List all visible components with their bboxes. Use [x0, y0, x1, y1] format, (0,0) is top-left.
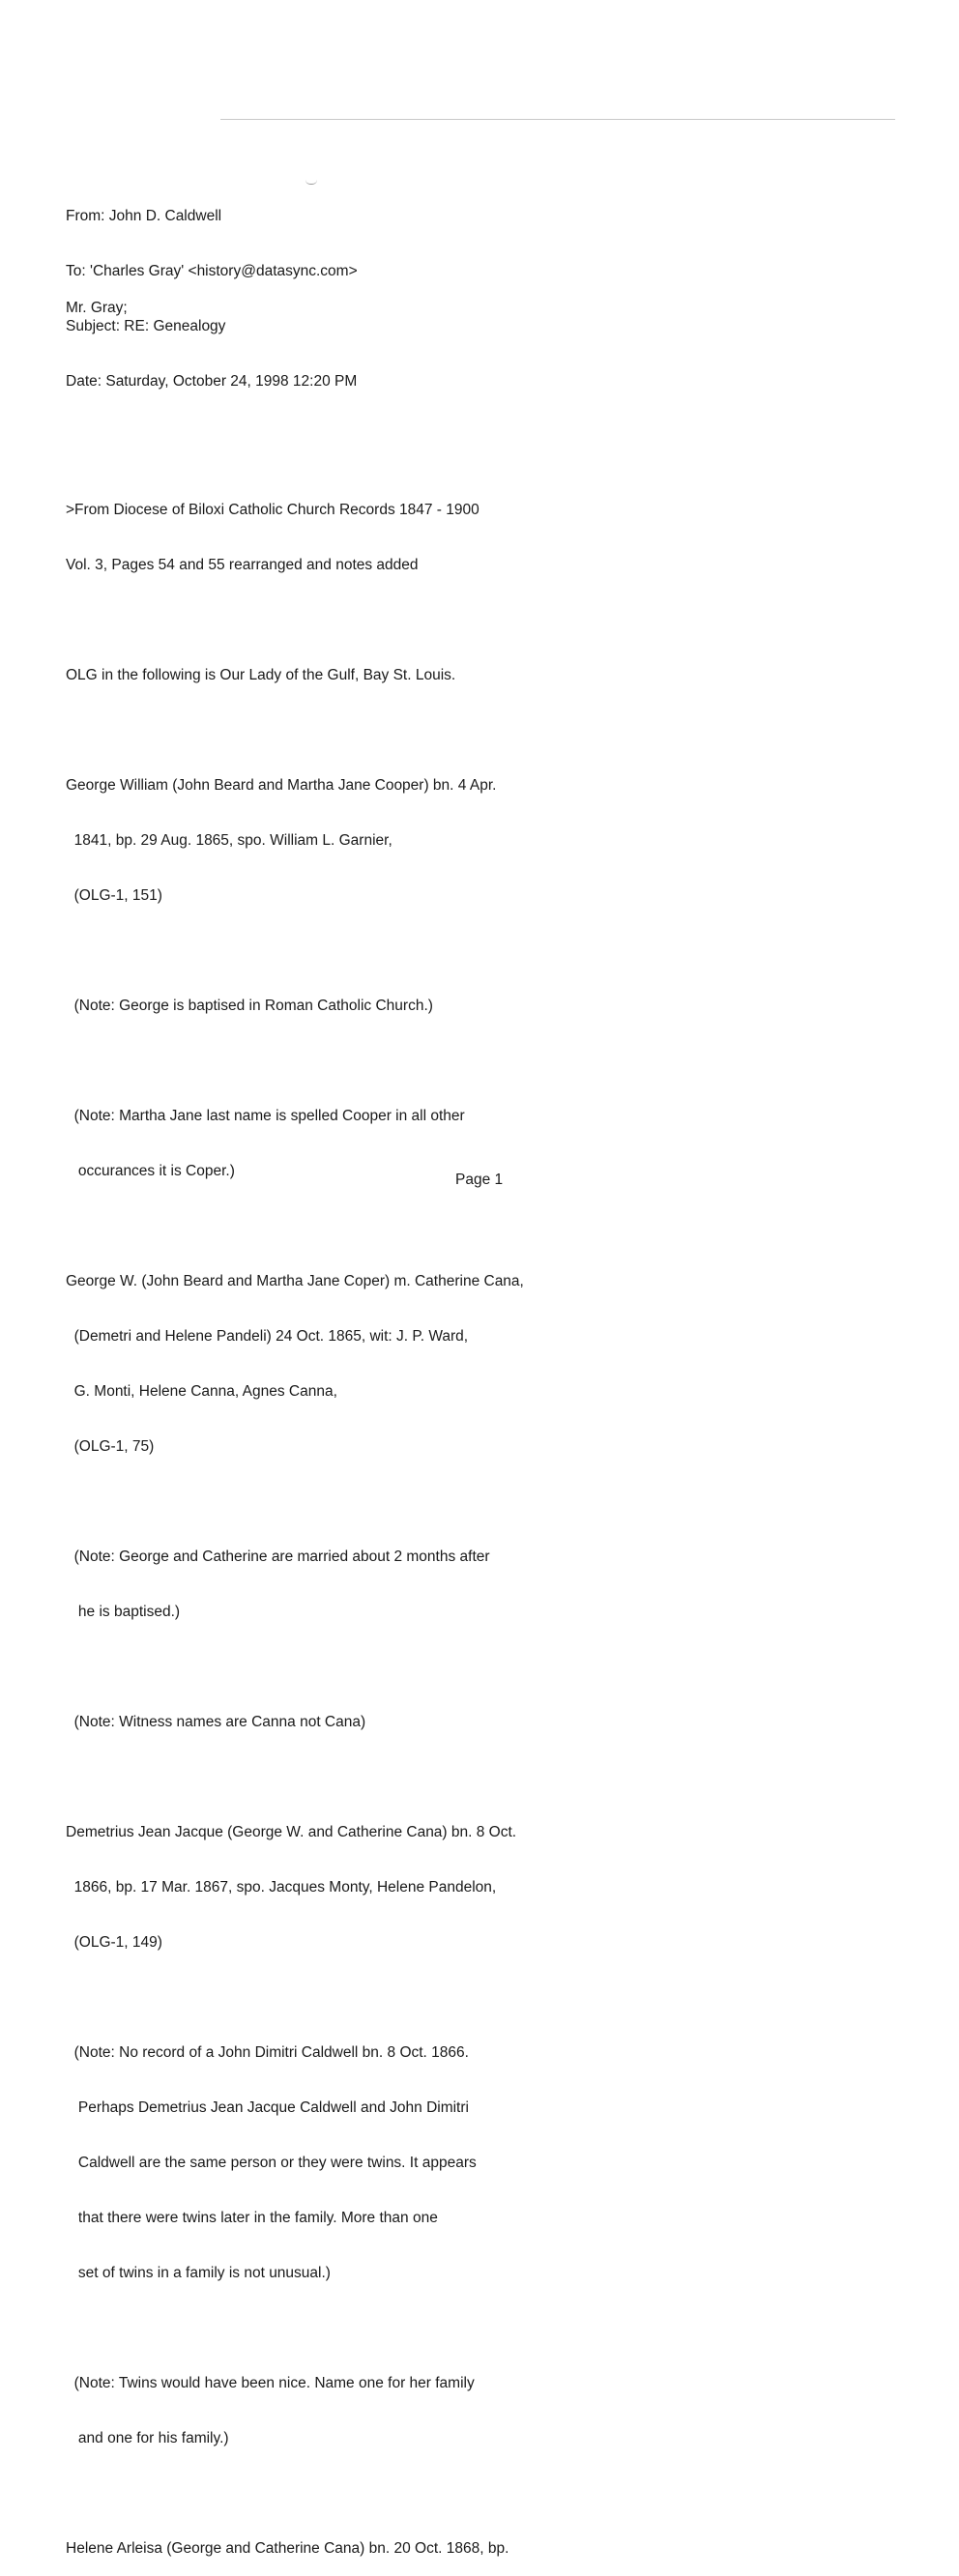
note6-line: (Note: Twins would have been nice. Name one for her family — [66, 2375, 475, 2391]
header-subject: Subject: RE: Genealogy — [66, 318, 226, 334]
entry3-line: (OLG-1, 149) — [66, 1934, 162, 1951]
note6-line: and one for his family.) — [66, 2430, 229, 2446]
note3-line: (Note: George and Catherine are married about 2 months after — [66, 1548, 490, 1565]
note1-line: (Note: George is baptised in Roman Catholic Church.) — [66, 998, 433, 1014]
top-divider-line — [220, 119, 895, 120]
header-date: Date: Saturday, October 24, 1998 12:20 PM — [66, 373, 358, 390]
note5-line: Perhaps Demetrius Jean Jacque Caldwell and John Dimitri — [66, 2099, 469, 2116]
note4-line: (Note: Witness names are Canna not Cana) — [66, 1714, 366, 1730]
note2-line: (Note: Martha Jane last name is spelled Cooper in all other — [66, 1108, 465, 1124]
entry1-line: George William (John Beard and Martha Jane Cooper) bn. 4 Apr. — [66, 777, 497, 794]
source-line-2: Vol. 3, Pages 54 and 55 rearranged and notes added — [66, 557, 419, 573]
header-to: To: 'Charles Gray' <history@datasync.com> — [66, 263, 358, 279]
entry2-line: G. Monti, Helene Canna, Agnes Canna, — [66, 1383, 337, 1400]
entry3-line: 1866, bp. 17 Mar. 1867, spo. Jacques Monty, Helene Pandelon, — [66, 1879, 497, 1896]
salutation — [66, 262, 128, 335]
entry1-line: 1841, bp. 29 Aug. 1865, spo. William L. Garnier, — [66, 832, 392, 849]
entry1-line: (OLG-1, 151) — [66, 887, 162, 904]
note3-line: he is baptised.) — [66, 1604, 181, 1620]
note5-line: that there were twins later in the family. More than one — [66, 2210, 438, 2226]
note5-line: Caldwell are the same person or they were twins. It appears — [66, 2155, 477, 2171]
olg-note: OLG in the following is Our Lady of the Gulf, Bay St. Louis. — [66, 667, 456, 683]
note5-line: (Note: No record of a John Dimitri Caldwell bn. 8 Oct. 1866. — [66, 2044, 469, 2061]
entry3-line: Demetrius Jean Jacque (George W. and Catherine Cana) bn. 8 Oct. — [66, 1824, 517, 1840]
entry2-line: (OLG-1, 75) — [66, 1438, 155, 1455]
page-number: Page 1 — [455, 1172, 504, 1188]
header-from: From: John D. Caldwell — [66, 208, 222, 224]
entry2-line: George W. (John Beard and Martha Jane Coper) m. Catherine Cana, — [66, 1273, 524, 1289]
entry2-line: (Demetri and Helene Pandeli) 24 Oct. 1865, wit: J. P. Ward, — [66, 1328, 469, 1345]
salutation-text: Mr. Gray; — [66, 300, 128, 316]
note2-line: occurances it is Coper.) — [66, 1163, 235, 1179]
source-line-1: >From Diocese of Biloxi Catholic Church Records 1847 - 1900 — [66, 502, 480, 518]
entry4-line: Helene Arleisa (George and Catherine Cana) bn. 20 Oct. 1868, bp. — [66, 2540, 509, 2557]
note5-line: set of twins in a family is not unusual.) — [66, 2265, 331, 2281]
letter-body — [66, 464, 524, 2576]
